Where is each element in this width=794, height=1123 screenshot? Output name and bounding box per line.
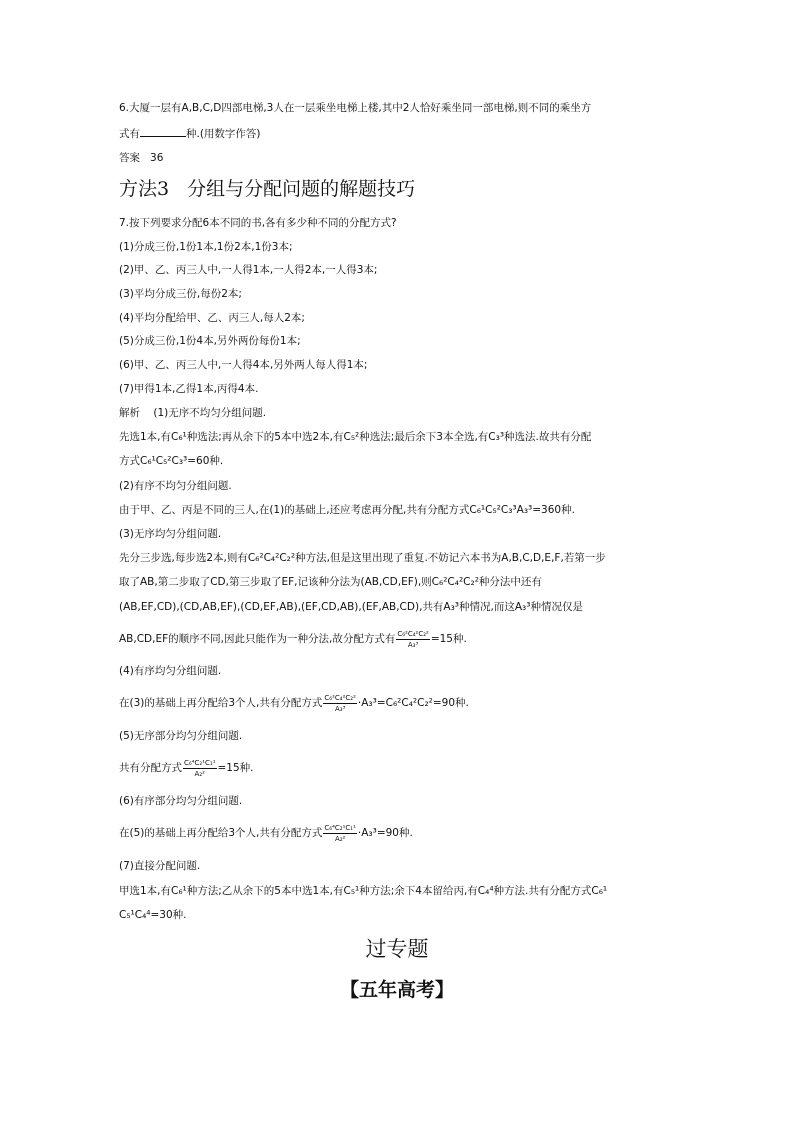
- fraction: [183, 759, 217, 778]
- solution-part-3-line-2: 取了AB,第二步取了CD,第三步取了EF,记该种分法为(AB,CD,EF),则C₆²C₄²C₂²种分法中还有: [119, 576, 542, 588]
- fraction-numerator: C₆⁴C₂¹C₁¹: [324, 823, 356, 832]
- solution-part-4-result: ·A₃³=C₆²C₄²C₂²=90种.: [357, 697, 469, 709]
- fraction: [396, 630, 430, 649]
- fraction-numerator: C₆⁴C₂¹C₁¹: [184, 758, 216, 767]
- solution-part-4-line: [119, 688, 469, 718]
- method-label: 方法3: [119, 178, 170, 200]
- solution-part-6-text: 在(5)的基础上再分配给3个人,共有分配方式: [119, 827, 323, 839]
- fraction: [323, 824, 357, 843]
- fraction-numerator: C₆²C₄²C₂²: [324, 693, 356, 702]
- solution-part-2-title: (2)有序不均匀分组问题.: [119, 480, 232, 492]
- answer-blank: [140, 126, 186, 137]
- question-6-text-b: 种.(用数字作答): [186, 128, 261, 140]
- question-7-stem: 7.按下列要求分配6本不同的书,各有多少种不同的分配方式?: [119, 217, 397, 229]
- solution-part-1-line-1: 先选1本,有C₆¹种选法;再从余下的5本中选2本,有C₅²种选法;最后余下3本全选,有C₃³种选法.故共有分配: [119, 431, 592, 443]
- fraction-denominator: A₃³: [407, 640, 419, 649]
- solution-part-3-line-1: 先分三步选,每步选2本,则有C₆²C₄²C₂²种方法,但是这里出现了重复.不妨记六本书为A,B,C,D,E,F,若第一步: [119, 552, 606, 564]
- fraction: [323, 694, 357, 713]
- solution-part-6-line: [119, 818, 413, 848]
- solution-part-5-title: (5)无序部分均匀分组问题.: [119, 730, 243, 742]
- solution-part-3-line-3: (AB,EF,CD),(CD,AB,EF),(CD,EF,AB),(EF,CD,AB),(EF,AB,CD),共有A₃³种情况,而这A₃³种情况仅是: [119, 601, 583, 613]
- question-6-text-a: 式有: [119, 128, 140, 140]
- solution-part-3-result: =15种.: [430, 633, 467, 645]
- solution-part-3-title: (3)无序均匀分组问题.: [119, 528, 222, 540]
- fraction-denominator: A₂²: [334, 834, 346, 843]
- fraction-numerator: C₆²C₄²C₂²: [397, 629, 429, 638]
- solution-part-6-result: ·A₃³=90种.: [357, 827, 413, 839]
- fraction-denominator: A₂²: [194, 769, 205, 778]
- section-title: 过专题: [365, 937, 429, 961]
- question-7-item-2: (2)甲、乙、丙三人中,一人得1本,一人得2本,一人得3本;: [119, 264, 378, 276]
- solution-part-1-title: [119, 406, 266, 420]
- solution-part-5-line: [119, 753, 254, 783]
- method-heading: [119, 176, 415, 202]
- question-7-item-5: (5)分成三份,1份4本,另外两份每份1本;: [119, 335, 301, 347]
- question-7-item-4: (4)平均分配给甲、乙、丙三人,每人2本;: [119, 312, 305, 324]
- answer-label: 答案: [119, 152, 140, 164]
- method-title: 分组与分配问题的解题技巧: [187, 178, 416, 200]
- question-6-answer: [119, 151, 163, 165]
- question-6-line-1: 6.大厦一层有A,B,C,D四部电梯,3人在一层乘坐电梯上楼,其中2人恰好乘坐同一部电梯,则不同的乘坐方: [119, 102, 592, 114]
- solution-part-7-line-2: C₅¹C₄⁴=30种.: [119, 909, 187, 921]
- solution-part-3-text: AB,CD,EF的顺序不同,因此只能作为一种分法,故分配方式有: [119, 633, 396, 645]
- solution-part-1-line-2: 方式C₆¹C₅²C₃³=60种.: [119, 455, 224, 467]
- question-6-line-2: [119, 126, 261, 141]
- solution-part-7-line-1: 甲选1本,有C₆¹种方法;乙从余下的5本中选1本,有C₅¹种方法;余下4本留给丙,有C₄⁴种方法.共有分配方式C₆¹: [119, 885, 608, 897]
- solution-part-2-line-1: 由于甲、乙、丙是不同的三人,在(1)的基础上,还应考虑再分配,共有分配方式C₆¹C₅²C₃³A₃³=360种.: [119, 504, 575, 516]
- solution-part-5-result: =15种.: [217, 762, 254, 774]
- solution-label: 解析: [119, 407, 140, 419]
- fraction-denominator: A₃³: [334, 704, 346, 713]
- solution-part-4-title: (4)有序均匀分组问题.: [119, 665, 222, 677]
- answer-value: 36: [150, 152, 164, 164]
- section-subtitle: 【五年高考】: [339, 979, 454, 1001]
- solution-part-5-text: 共有分配方式: [119, 762, 182, 774]
- solution-part-6-title: (6)有序部分均匀分组问题.: [119, 795, 243, 807]
- solution-part-4-text: 在(3)的基础上再分配给3个人,共有分配方式: [119, 697, 323, 709]
- question-7-item-1: (1)分成三份,1份1本,1份2本,1份3本;: [119, 241, 293, 253]
- solution-part-3-line-4: [119, 624, 467, 654]
- question-7-item-6: (6)甲、乙、丙三人中,一人得4本,另外两人每人得1本;: [119, 359, 368, 371]
- question-7-item-3: (3)平均分成三份,每份2本;: [119, 288, 242, 300]
- solution-part-1-heading: (1)无序不均匀分组问题.: [153, 407, 267, 419]
- question-7-item-7: (7)甲得1本,乙得1本,丙得4本.: [119, 383, 259, 395]
- solution-part-7-title: (7)直接分配问题.: [119, 860, 201, 872]
